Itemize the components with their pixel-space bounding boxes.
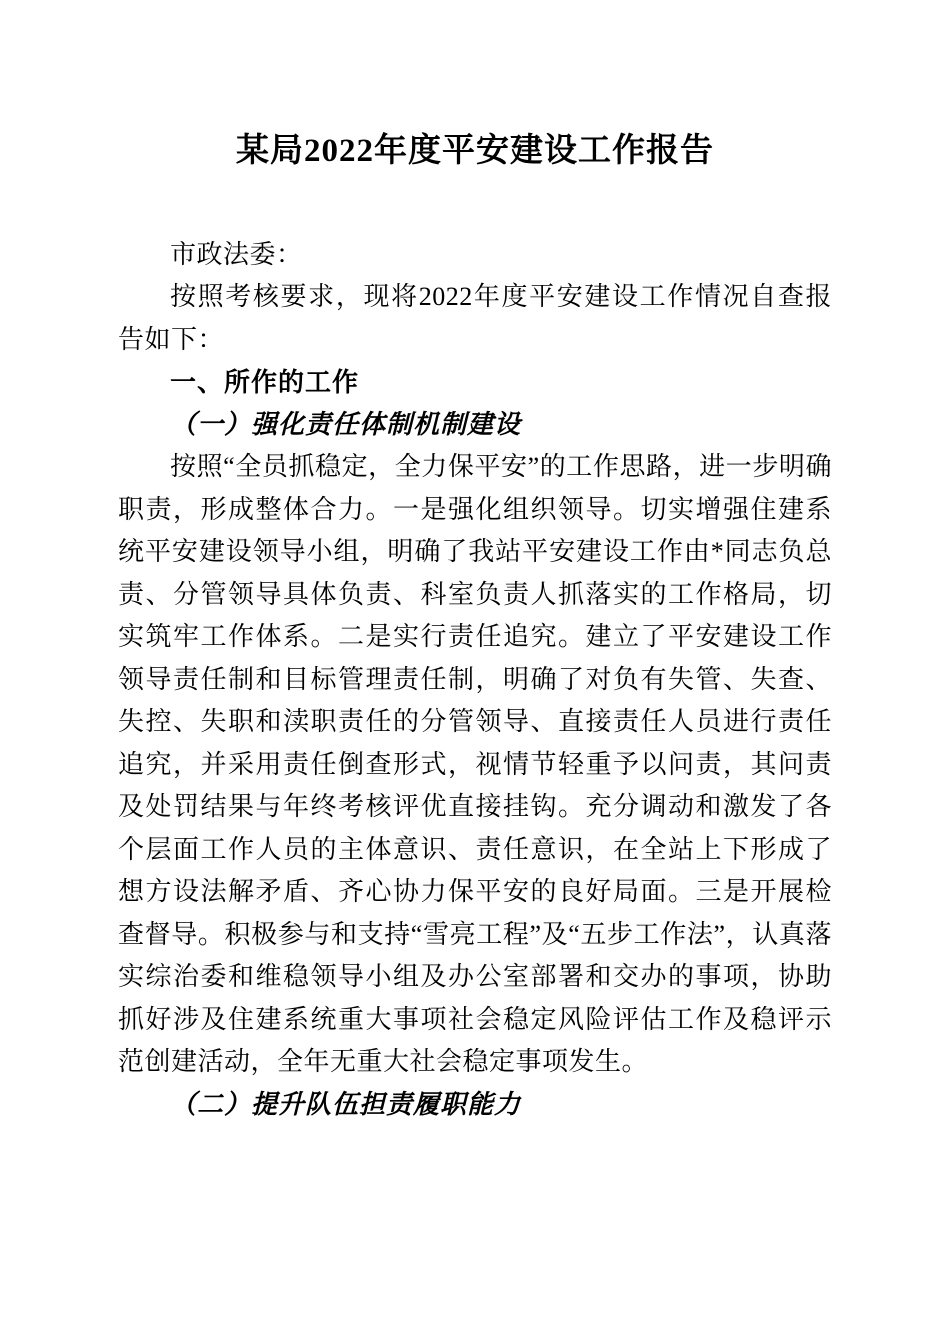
section-heading-work-done: 一、所作的工作 xyxy=(170,367,360,398)
paragraph-body-responsibility-details: 按照“全员抓稳定，全力保平安”的工作思路，进一步明确职责，形成整体合力。一是强化组织领导。切实增强住建系统平安建设领导小组，明确了我站平安建设工作由*同志负总责、分管领导具体负责、科室负责人抓落实的工作格局，切实筑牢工作体系。二是实行责任追究。建立了平安建设工作领导责任制和目标管理责任制，明确了对负有失管、失查、失控、失职和渎职责任的分管领导、直接责任人员进行责任追究，并采用责任倒查形式，视情节轻重予以问责，其问责及处罚结果与年终考核评优直接挂钩。充分调动和激发了各个层面工作人员的主体意识、责任意识，在全站上下形成了想方设法解矛盾、齐心协力保平安的良好局面。三是开展检查督导。积极参与和支持“雪亮工程”及“五步工作法”，认真落实综治委和维稳领导小组及办公室部署和交办的事项，协助抓好涉及住建系统重大事项社会稳定风险评估工作及稳评示范创建活动，全年无重大社会稳定事项发生。 xyxy=(118,452,832,1077)
paragraph-salutation: 市政法委： xyxy=(170,239,303,269)
subsection-heading-responsibility-system: （一）强化责任体制机制建设 xyxy=(170,409,522,439)
subsection-heading-team-capability: （二）提升队伍担责履职能力 xyxy=(170,1089,522,1119)
paragraph-intro: 按照考核要求，现将2022年度平安建设工作情况自查报告如下： xyxy=(118,282,832,354)
document-title: 某局2022年度平安建设工作报告 xyxy=(236,133,714,169)
